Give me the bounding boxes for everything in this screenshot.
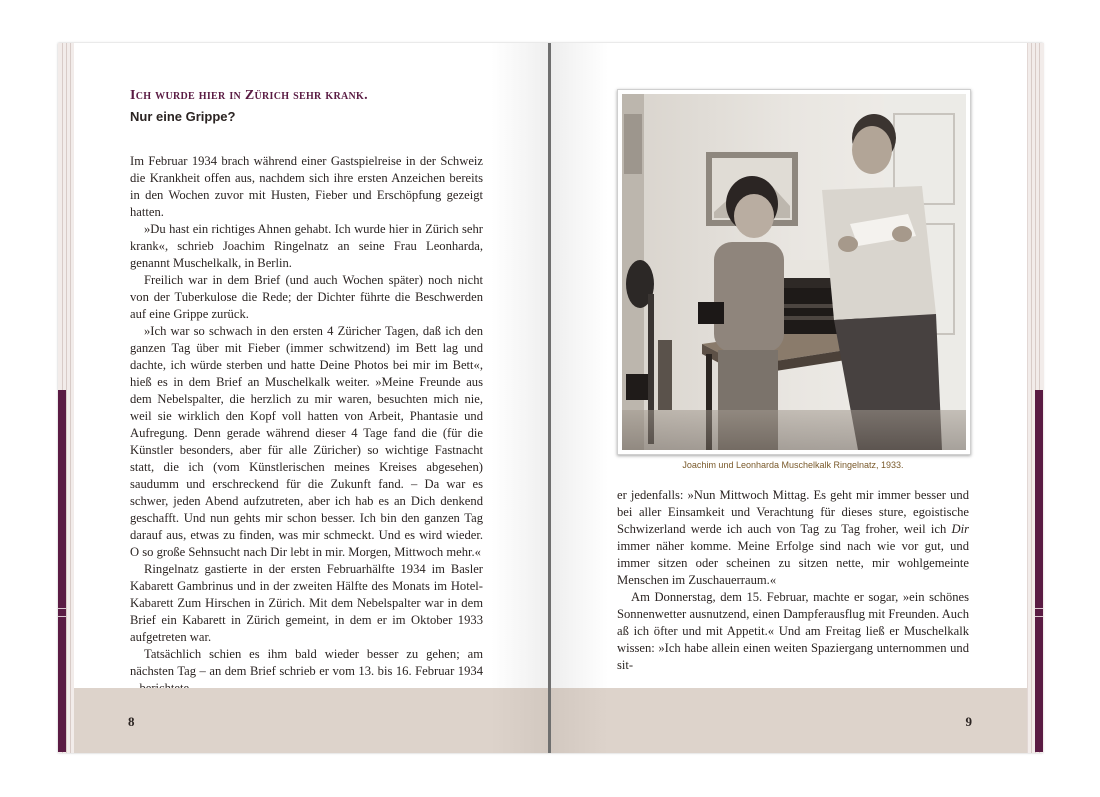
left-page	[74, 43, 548, 753]
left-edge-line	[66, 43, 67, 753]
paragraph: Im Februar 1934 brach während einer Gastspielreise in der Schweiz die Krankheit offen aus, nachdem sich ihre ersten Anzeichen bereits in den Wochen zuvor mit Husten, Fieber und Erschöpfung gezeigt hatten.	[130, 154, 483, 219]
historic-photo	[617, 89, 971, 455]
right-body-text	[617, 487, 969, 674]
paragraph: Am Donnerstag, dem 15. Februar, machte er sogar, »ein schönes Sonnenwetter ausnutzend, einen Dampferausflug mit Freunden. Auch aß ich öfter und mit Appetit.« Und am Freitag ließ er Muschelkalk wissen: »Ich habe allein einen weiten Spaziergang unternommen und sit-	[617, 590, 969, 672]
left-body-text	[130, 153, 483, 697]
right-page	[551, 43, 1027, 753]
paragraph: »Ich war so schwach in den ersten 4 Züricher Tagen, daß ich den ganzen Tag über mit Fieber (immer schwitzend) im Bett lag und dachte, ich würde sterben und hatte Deine Photos bei mir im Bett«, hieß es in dem Brief an Muschelkalk weiter. »Meine Freunde aus dem Nebelspalter, die herzlich zu mir waren, besuchten mich nie, weil sie wirklich den Kopf voll hatten von Arbeit, Phantasie und Aufregung. Denn gerade während dieser 4 Tage fand die (für die Künstler besonders, aber für alle Züricher) so wichtige Fastnacht statt, die ich (vom Künstlerischen meines Kreises abgesehen) saudumm und erschreckend für die Zukunft fand. – Da war es schwer, jeden Abend aufzutreten, aber ich hab es an Dich denkend geschafft. Und nun gehts mir schon besser. Ich bin den ganzen Tag darauf aus, etwas zu finden, was mir schmeckt. Und es wird wieder. O so große Sehnsucht nach Dir lebt in mir. Morgen, Mittwoch mehr.«	[130, 324, 483, 559]
paragraph	[617, 487, 969, 589]
chapter-subheading: Nur eine Grippe?	[130, 109, 236, 124]
emphasis: Dir	[951, 522, 969, 536]
text-run: er jedenfalls: »Nun Mittwoch Mittag. Es geht mir immer besser und bei aller Einsamkeit und Verachtung für dieses sture, egoistische Schwizerland werde ich auch von Tag zu Tag froher, weil ich	[617, 488, 969, 536]
right-chapter-marker	[1035, 390, 1043, 752]
page-number: 9	[965, 714, 972, 729]
right-edge-line	[1031, 43, 1032, 753]
chapter-heading: Ich wurde hier in Zürich sehr krank.	[130, 88, 368, 103]
photo-illustration	[622, 94, 966, 450]
paragraph: Ringelnatz gastierte in der ersten Februarhälfte 1934 im Basler Kabarett Gambrinus und in der zweiten Hälfte des Monats im Hotel-Kabarett Zum Hirschen in Zürich. Mit dem Nebelspalter war in dem Brief ein Kabarett in Zürich gemeint, in dem er im Oktober 1933 aufgetreten war.	[130, 562, 483, 644]
photo-caption: Joachim und Leonharda Muschelkalk Ringelnatz, 1933.	[682, 460, 904, 470]
page-number: 8	[128, 714, 135, 729]
paragraph: »Du hast ein richtiges Ahnen gehabt. Ich wurde hier in Zürich sehr krank«, schrieb Joachim Ringelnatz an seine Frau Leonharda, genannt Muschelkalk, in Berlin.	[130, 222, 483, 270]
paragraph: Freilich war in dem Brief (und auch Wochen später) noch nicht von der Tuberkulose die Rede; der Dichter führte die Beschwerden auf eine Grippe zurück.	[130, 273, 483, 321]
left-chapter-marker	[58, 390, 66, 752]
left-footer	[74, 688, 548, 753]
left-edge-line	[70, 43, 71, 753]
paragraph: Tatsächlich schien es ihm bald wieder besser zu gehen; am nächsten Tag – an dem Brief schrieb er vom 13. bis 16. Februar 1934	[130, 647, 483, 678]
text-run: immer näher komme. Meine Erfolge sind nach wie vor gut, und immer sitzen oder scheinen zu sitzen nette, mir wohlgemeinte Menschen im Zuschauerraum.«	[617, 539, 969, 587]
right-footer	[551, 688, 1027, 753]
